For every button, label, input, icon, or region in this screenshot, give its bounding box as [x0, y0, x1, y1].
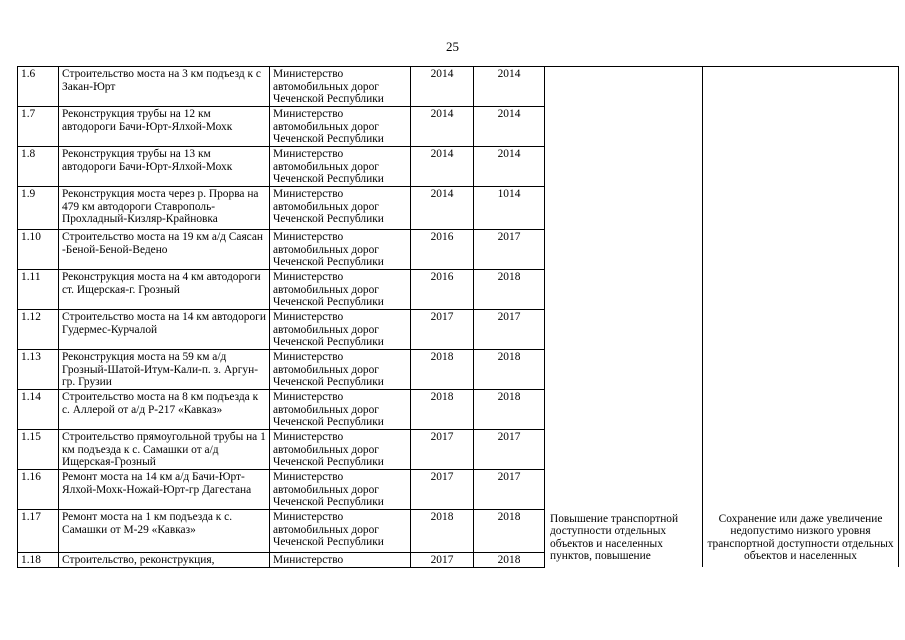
start-year: 2017: [411, 430, 474, 470]
start-year: 2018: [411, 390, 474, 430]
project-name: Реконструкция трубы на 12 км автодороги Бачи-Юрт-Ялхой-Мохк: [59, 107, 270, 147]
row-number: 1.14: [18, 390, 59, 430]
end-year: 2014: [474, 67, 545, 107]
end-year: 2018: [474, 553, 545, 568]
consequence-description: Сохранение или даже увеличение недопустимо низкого уровня транспортной доступности отдельных объектов и населенных: [703, 510, 899, 568]
start-year: 2014: [411, 147, 474, 187]
consequence-cell: [703, 430, 899, 470]
responsible-organization: Министерство автомобильных дорог Чеченской Республики: [270, 107, 411, 147]
result-cell: [545, 350, 703, 390]
table-row: [18, 350, 899, 390]
responsible-organization: Министерство автомобильных дорог Чеченской Республики: [270, 510, 411, 553]
row-number: 1.10: [18, 230, 59, 270]
result-cell: [545, 390, 703, 430]
table-row: [18, 67, 899, 107]
row-number: 1.17: [18, 510, 59, 553]
project-name: Реконструкция моста на 4 км автодороги ст. Ищерская-г. Грозный: [59, 270, 270, 310]
end-year: 2018: [474, 510, 545, 553]
end-year: 2014: [474, 107, 545, 147]
responsible-organization: Министерство автомобильных дорог Чеченской Республики: [270, 270, 411, 310]
start-year: 2014: [411, 67, 474, 107]
end-year: 2017: [474, 310, 545, 350]
table-row: [18, 107, 899, 147]
project-name: Ремонт моста на 1 км подъезда к с. Самашки от М-29 «Кавказ»: [59, 510, 270, 553]
page-number: 25: [446, 39, 459, 54]
consequence-cell: [703, 67, 899, 107]
consequence-cell: [703, 187, 899, 230]
row-number: 1.6: [18, 67, 59, 107]
start-year: 2017: [411, 470, 474, 510]
table-row: [18, 270, 899, 310]
project-name: Реконструкция трубы на 13 км автодороги Бачи-Юрт-Ялхой-Мохк: [59, 147, 270, 187]
result-cell: [545, 310, 703, 350]
table-row: [18, 230, 899, 270]
result-cell: [545, 430, 703, 470]
row-number: 1.18: [18, 553, 59, 568]
end-year: 2018: [474, 270, 545, 310]
project-name: Реконструкция моста через р. Прорва на 479 км автодороги Ставрополь-Прохладный-Кизляр-Крайновка: [59, 187, 270, 230]
result-cell: [545, 67, 703, 107]
start-year: 2017: [411, 553, 474, 568]
project-name: Строительство моста на 8 км подъезда к с. Аллерой от а/д Р-217 «Кавказ»: [59, 390, 270, 430]
responsible-organization: Министерство автомобильных дорог Чеченской Республики: [270, 147, 411, 187]
table-row: [18, 430, 899, 470]
table-row: [18, 147, 899, 187]
end-year: 2018: [474, 390, 545, 430]
consequence-cell: [703, 147, 899, 187]
consequence-cell: [703, 350, 899, 390]
result-cell: [545, 270, 703, 310]
consequence-cell: [703, 270, 899, 310]
responsible-organization: Министерство: [270, 553, 411, 568]
responsible-organization: Министерство автомобильных дорог Чеченской Республики: [270, 67, 411, 107]
consequence-cell: [703, 390, 899, 430]
responsible-organization: Министерство автомобильных дорог Чеченской Республики: [270, 430, 411, 470]
table-body: [18, 67, 899, 568]
end-year: 2018: [474, 350, 545, 390]
program-table: [17, 66, 899, 568]
row-number: 1.16: [18, 470, 59, 510]
project-name: Ремонт моста на 14 км а/д Бачи-Юрт-Ялхой-Мохк-Ножай-Юрт-гр Дагестана: [59, 470, 270, 510]
start-year: 2014: [411, 187, 474, 230]
start-year: 2016: [411, 230, 474, 270]
responsible-organization: Министерство автомобильных дорог Чеченской Республики: [270, 187, 411, 230]
row-number: 1.13: [18, 350, 59, 390]
table-row: [18, 390, 899, 430]
end-year: 2017: [474, 470, 545, 510]
expected-result: Повышение транспортной доступности отдельных объектов и населенных пунктов, повышение: [545, 510, 703, 568]
start-year: 2018: [411, 350, 474, 390]
row-number: 1.15: [18, 430, 59, 470]
responsible-organization: Министерство автомобильных дорог Чеченской Республики: [270, 310, 411, 350]
end-year: 1014: [474, 187, 545, 230]
result-cell: [545, 230, 703, 270]
project-name: Реконструкция моста на 59 км а/д Грозный-Шатой-Итум-Кали-п. з. Аргун-гр. Грузии: [59, 350, 270, 390]
responsible-organization: Министерство автомобильных дорог Чеченской Республики: [270, 230, 411, 270]
project-name: Строительство прямоугольной трубы на 1 км подъезда к с. Самашки от а/д Ищерская-Грозный: [59, 430, 270, 470]
project-name: Строительство, реконструкция,: [59, 553, 270, 568]
end-year: 2017: [474, 230, 545, 270]
table-row: [18, 470, 899, 510]
row-number: 1.11: [18, 270, 59, 310]
start-year: 2016: [411, 270, 474, 310]
table-row: [18, 187, 899, 230]
result-cell: [545, 147, 703, 187]
project-name: Строительство моста на 3 км подъезд к с Закан-Юрт: [59, 67, 270, 107]
project-name: Строительство моста на 19 км а/д Саясан -Беной-Беной-Ведено: [59, 230, 270, 270]
consequence-cell: [703, 470, 899, 510]
row-number: 1.12: [18, 310, 59, 350]
start-year: 2017: [411, 310, 474, 350]
start-year: 2014: [411, 107, 474, 147]
row-number: 1.9: [18, 187, 59, 230]
result-cell: [545, 470, 703, 510]
responsible-organization: Министерство автомобильных дорог Чеченской Республики: [270, 470, 411, 510]
table-row: [18, 510, 899, 553]
end-year: 2014: [474, 147, 545, 187]
responsible-organization: Министерство автомобильных дорог Чеченской Республики: [270, 350, 411, 390]
consequence-cell: [703, 310, 899, 350]
row-number: 1.8: [18, 147, 59, 187]
table-row: [18, 310, 899, 350]
project-name: Строительство моста на 14 км автодороги Гудермес-Курчалой: [59, 310, 270, 350]
result-cell: [545, 187, 703, 230]
responsible-organization: Министерство автомобильных дорог Чеченской Республики: [270, 390, 411, 430]
start-year: 2018: [411, 510, 474, 553]
result-cell: [545, 107, 703, 147]
consequence-cell: [703, 230, 899, 270]
end-year: 2017: [474, 430, 545, 470]
row-number: 1.7: [18, 107, 59, 147]
consequence-cell: [703, 107, 899, 147]
